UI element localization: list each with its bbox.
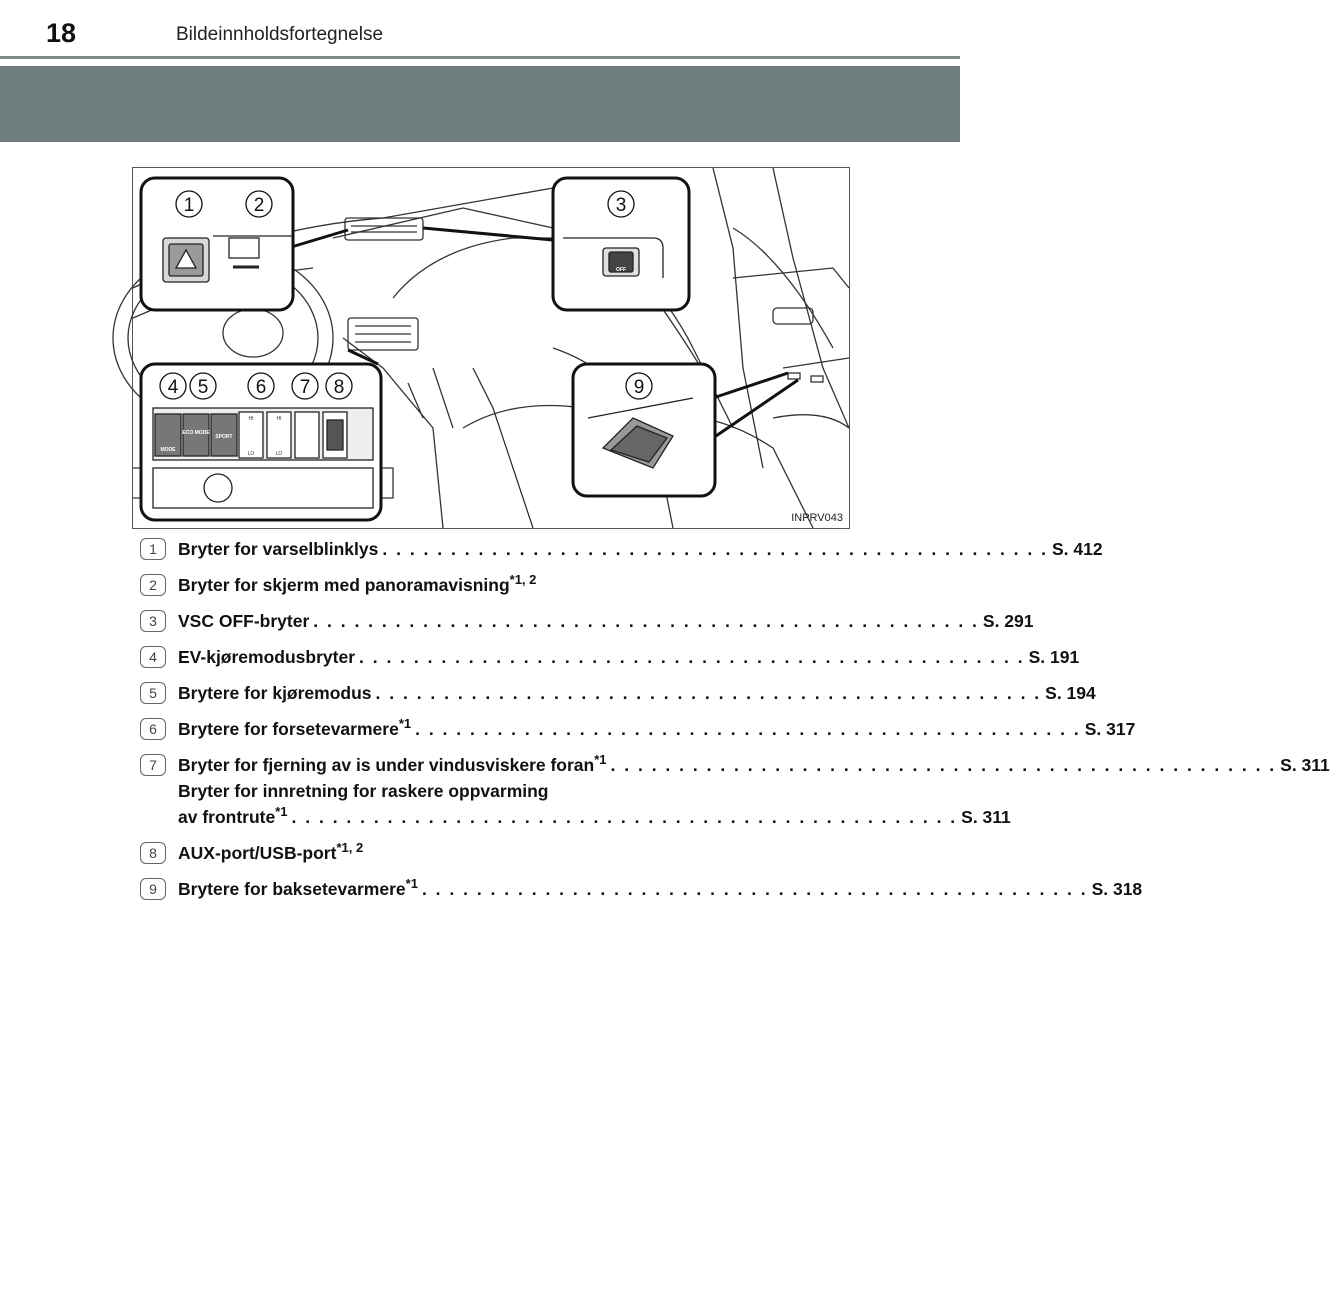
- legend-text: Brytere for forsetevarmere: [178, 719, 399, 739]
- leader-dots: . . . . . . . . . . . . . . . . . . . . . . . . . . . . . . . . . . . . . . . . . . . . . . . . .: [421, 879, 1088, 899]
- seat-heater-right-lo-label: LO: [275, 451, 283, 457]
- leader-dots: . . . . . . . . . . . . . . . . . . . . . . . . . . . . . . . . . . . . . . . . . . . . . . . . .: [375, 683, 1042, 703]
- header-rule: [0, 56, 960, 59]
- legend-number: 7: [140, 754, 166, 776]
- legend-number: 2: [140, 574, 166, 596]
- leader-dots: . . . . . . . . . . . . . . . . . . . . . . . . . . . . . . . . . . . . . . . . . . . . . . . . .: [291, 807, 958, 827]
- leader-dots: . . . . . . . . . . . . . . . . . . . . . . . . . . . . . . . . . . . . . . . . . . . . . . . . .: [359, 647, 1025, 667]
- legend-number: 9: [140, 878, 166, 900]
- page-ref: S. 311: [1280, 755, 1330, 775]
- leader-dots: . . . . . . . . . . . . . . . . . . . . . . . . . . . . . . . . . . . . . . . . . . . . . . . . .: [415, 719, 1081, 739]
- footnote-marker: *1, 2: [509, 572, 537, 588]
- legend-number: 5: [140, 682, 166, 704]
- legend-text: EV-kjøremodusbryter: [178, 647, 355, 667]
- page-ref: S. 291: [982, 611, 1034, 631]
- ev-mode-switch-label: MODE: [160, 447, 176, 453]
- dashboard-illustration: [132, 167, 850, 529]
- seat-heater-left-lo-label: LO: [247, 451, 255, 457]
- callout-3-label: 3: [615, 195, 627, 216]
- legend-number: 1: [140, 538, 166, 560]
- footnote-marker: *1: [275, 804, 288, 820]
- footnote-marker: *1: [398, 716, 412, 732]
- page-ref: S. 318: [1091, 879, 1143, 899]
- legend-text-line: av frontrute: [178, 807, 276, 827]
- footnote-marker: *1, 2: [336, 840, 364, 856]
- eco-mode-switch-label: ECO MODE: [182, 430, 210, 436]
- legend-number: 4: [140, 646, 166, 668]
- page-ref: S. 191: [1028, 647, 1080, 667]
- legend-text: Bryter for fjerning av is under vindusviskere foran: [178, 755, 595, 775]
- leader-dots: . . . . . . . . . . . . . . . . . . . . . . . . . . . . . . . . . . . . . . . . . . . . . . . . .: [610, 755, 1277, 775]
- callout-7-label: 7: [299, 377, 311, 398]
- section-title: Bildeinnholdsfortegnelse: [176, 24, 384, 45]
- page-header: [0, 0, 960, 56]
- callout-4-label: 4: [167, 377, 179, 398]
- legend-text: Brytere for kjøremodus: [178, 683, 372, 703]
- callout-9-label: 9: [633, 377, 645, 398]
- legend-text: Brytere for baksetevarmere: [178, 879, 406, 899]
- legend-number: 3: [140, 610, 166, 632]
- legend-text: AUX-port/USB-port: [178, 843, 337, 863]
- legend-number: 6: [140, 718, 166, 740]
- page-ref: S. 311: [961, 807, 1011, 827]
- vsc-off-switch-label: OFF: [616, 267, 626, 273]
- leader-dots: . . . . . . . . . . . . . . . . . . . . . . . . . . . . . . . . . . . . . . . . . . . . . . . . .: [382, 539, 1048, 559]
- legend-number: 8: [140, 842, 166, 864]
- figure-code: INPRV043: [791, 512, 843, 524]
- footnote-marker: *1: [405, 876, 418, 892]
- legend-text: Bryter for varselblinklys: [178, 539, 379, 559]
- seat-heater-right-hi-label: HI: [276, 416, 282, 422]
- leader-dots: . . . . . . . . . . . . . . . . . . . . . . . . . . . . . . . . . . . . . . . . . . . . . . . . .: [313, 611, 979, 631]
- page-ref: S. 317: [1084, 719, 1136, 739]
- callout-6-label: 6: [255, 377, 267, 398]
- page-number: 18: [46, 18, 77, 48]
- callout-1-label: 1: [183, 195, 195, 216]
- callout-5-label: 5: [197, 377, 209, 398]
- callout-2-label: 2: [253, 195, 265, 216]
- seat-heater-left-hi-label: HI: [248, 416, 254, 422]
- sport-switch-label: SPORT: [215, 434, 233, 440]
- legend-text-line: Bryter for innretning for raskere oppvarming: [178, 781, 549, 801]
- legend-text: Bryter for skjerm med panoramavisning: [178, 575, 510, 595]
- page-ref: S. 194: [1045, 683, 1096, 703]
- callout-8-label: 8: [333, 377, 345, 398]
- dashboard-drawing: [133, 168, 849, 528]
- header-band: [0, 66, 960, 142]
- footnote-marker: *1: [594, 752, 607, 768]
- page-ref: S. 412: [1052, 539, 1103, 559]
- legend-text: VSC OFF-bryter: [178, 611, 310, 631]
